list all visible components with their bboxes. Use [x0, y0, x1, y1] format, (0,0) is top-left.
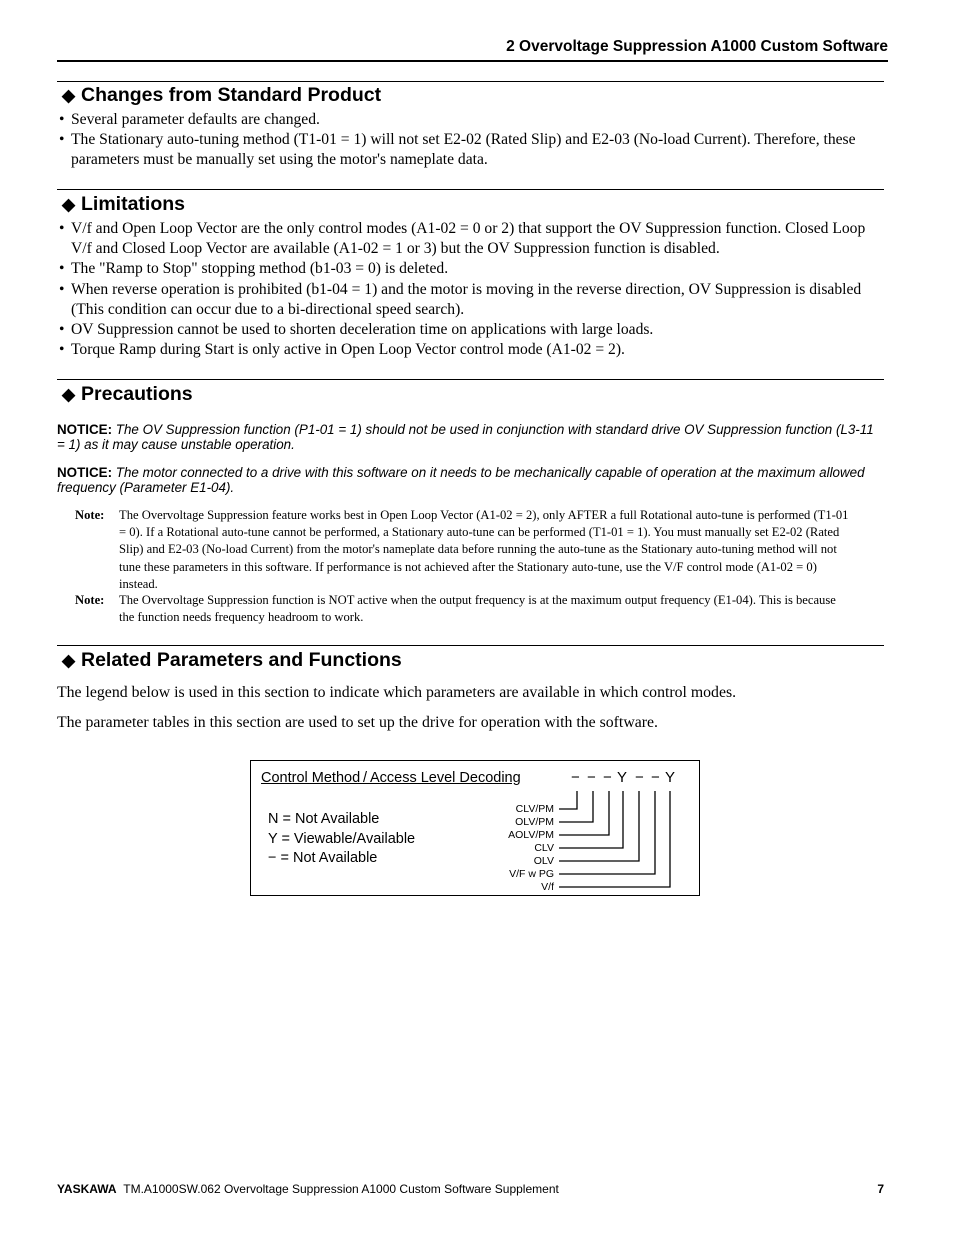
mode-label: CLV/PM [515, 803, 554, 815]
section-heading-changes [62, 84, 381, 107]
note-text: The Overvoltage Suppression function is NOT active when the output frequency is at the maximum output frequency (E1-04). This is because the function needs frequency headroom to work. [119, 593, 836, 625]
footer [57, 1182, 559, 1196]
diamond-icon: ◆ [62, 195, 76, 214]
diamond-icon: ◆ [62, 385, 76, 404]
paragraph: The legend below is used in this section to indicate which parameters are available in which control modes. [57, 684, 737, 701]
legend-flag: − [651, 769, 660, 786]
list-item: • The "Ramp to Stop" stopping method (b1-03 = 0) is deleted. [59, 260, 449, 278]
list-item: • When reverse operation is prohibited (b1-04 = 1) and the motor is moving in the reverse direction, OV Suppression is disabled (This condition can occur due to a bi-directional speed search). [59, 280, 862, 318]
legend-flag: − [587, 769, 596, 786]
mode-label: V/f [541, 881, 554, 893]
list-item: • The Stationary auto-tuning method (T1-01 = 1) will not set E2-02 (Rated Slip) and E2-03 (No-load Current). Therefore, these parameters must be manually set using the motor's nameplate data. [59, 131, 856, 169]
legend-flag: Y [665, 769, 676, 786]
note-text: The Overvoltage Suppression feature works best in Open Loop Vector (A1-02 = 2), only AFTER a full Rotational auto-tune is performed (T1-01 = 0). If a Rotational auto-tune cannot be performed, a Stationary auto-tune can be performed (T1-01 = 1). You must manually set E2-02 (Rated Slip) and E2-03 (No-load Current) from the motor's nameplate data before running the auto-tune as the Stationary auto-tuning method will not tune these parameters in this software. If performance is not achieved after the Stationary auto-tune, use the V/F control mode (A1-02 = 0) instead. [119, 508, 849, 591]
section-title: Limitations [81, 193, 186, 215]
footer-doc: TM.A1000SW.062 Overvoltage Suppression A1000 Custom Software Supplement [123, 1182, 559, 1196]
section-title: Changes from Standard Product [81, 84, 382, 106]
running-header: 2 Overvoltage Suppression A1000 Custom Software [506, 38, 888, 55]
note-label: Note: [75, 593, 105, 607]
legend-title: Control Method / Access Level Decoding [261, 770, 521, 786]
section-rule [57, 645, 884, 646]
section-rule [57, 379, 884, 380]
legend-flag: − [571, 769, 580, 786]
legend-item: Y = Viewable/Available [268, 831, 416, 847]
mode-label: AOLV/PM [508, 829, 554, 841]
note-label: Note: [75, 508, 105, 522]
list-item: • Several parameter defaults are changed. [59, 111, 320, 128]
section-heading-limitations [62, 193, 185, 216]
legend-flag: − [635, 769, 644, 786]
control-method-legend [250, 760, 700, 896]
header-rule [57, 60, 888, 62]
limitations-list [57, 219, 887, 360]
notice-label: NOTICE: [57, 422, 113, 437]
mode-label: OLV [533, 855, 554, 867]
notice-block [57, 423, 882, 452]
changes-list [57, 110, 887, 171]
diamond-icon: ◆ [62, 651, 76, 670]
section-rule [57, 189, 884, 190]
legend-connector-lines [251, 761, 701, 897]
section-heading-precautions [62, 383, 193, 406]
legend-item: N = Not Available [268, 811, 380, 827]
notice-label: NOTICE: [57, 465, 113, 480]
diamond-icon: ◆ [62, 86, 76, 105]
notice-text: The OV Suppression function (P1-01 = 1) should not be used in conjunction with standard drive OV Suppression function (L3-11 = 1) as it may cause unstable operation. [57, 422, 874, 452]
section-rule [57, 81, 884, 82]
list-item: • Torque Ramp during Start is only active in Open Loop Vector control mode (A1-02 = 2). [59, 341, 625, 359]
legend-flag: Y [617, 769, 628, 786]
footer-brand: YASKAWA [57, 1182, 117, 1196]
legend-item: − = Not Available [268, 850, 378, 866]
page-number: 7 [877, 1182, 884, 1196]
list-item: • OV Suppression cannot be used to shorten deceleration time on applications with large loads. [59, 321, 654, 339]
legend-flag: − [603, 769, 612, 786]
mode-label: V/F w PG [509, 868, 554, 880]
mode-label: CLV [534, 842, 554, 854]
section-heading-related [62, 649, 402, 672]
section-title: Related Parameters and Functions [81, 649, 402, 671]
mode-label: OLV/PM [515, 816, 554, 828]
note-block [75, 507, 855, 593]
paragraph: The parameter tables in this section are used to set up the drive for operation with the software. [57, 714, 658, 731]
note-block [75, 592, 855, 626]
list-item: • V/f and Open Loop Vector are the only control modes (A1-02 = 0 or 2) that support the OV Suppression function. Closed Loop V/f and Closed Loop Vector are available (A1-02 = 1 or 3) but the OV Suppression function is disabled. [59, 220, 866, 258]
notice-text: The motor connected to a drive with this software on it needs to be mechanically capable of operation at the maximum allowed frequency (Parameter E1-04). [57, 465, 865, 495]
notice-block [57, 466, 882, 495]
section-title: Precautions [81, 383, 193, 405]
